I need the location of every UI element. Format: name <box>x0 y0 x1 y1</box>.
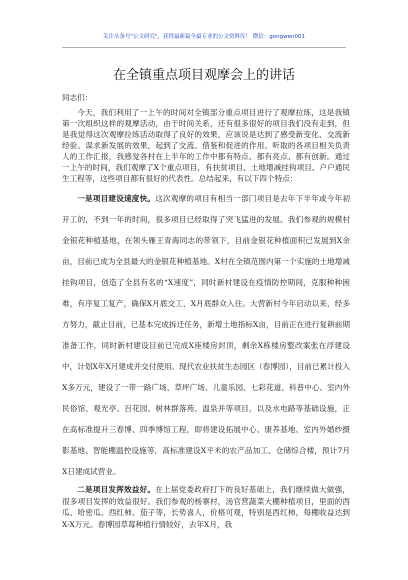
paragraph-speed <box>62 188 350 482</box>
header-banner: 关注头条号"公文研究"，获得最新最全最专业的公文资料库！ 微信：gongwen001 <box>102 34 305 40</box>
paragraph-text: 今天，我们利用了一上午的时间对全镇部分重点项目进行了观摩拉练，这是我镇第一次组织这样的观摩活动，由于时间关系，还有很多很好的项目我们没有走到，但是我觉得这次观摩拉练活动取得了良好的效果，应该说是达到了感受新变化、交流新经验、谋求新发展的效果，起到了交流、借鉴和促进的作用。听取的各项目相关负责人的工作汇报，我感觉各村在上半年的工作中都有特点、都有亮点、都有创新。通过一上午的时间，我们观摩了X个重点项目，有扶贫项目、土地增减挂钩项目、户户通民生工程等，这些项目都有很好的代表性。总结起来，有以下四个特点： <box>62 108 350 183</box>
paragraph-lead: 二是项目发挥效益好。 <box>77 485 156 494</box>
greeting: 同志们： <box>62 93 93 102</box>
paragraph-lead: 一是项目建设速度快。 <box>77 194 156 203</box>
paragraph-text: 在上届党委政府打下的良好基础上，我们继续做大做强，很多项目发挥的效益很好。我们参观的杨寨村，汤官营蔬菜大棚种植项目，里面的西瓜、哈密瓜、西红柿、茄子等，长势喜人，价格可观，特别是西红柿，每棚收益达到X-X万元。春博园草莓种植行情较好，去年X月，我 <box>62 485 351 529</box>
header-divider <box>62 47 346 48</box>
document-body <box>62 92 350 534</box>
paragraph-intro <box>62 107 350 184</box>
paragraph-text: 这次观摩的项目有相当一部门项目是去年下半年或今年初开工的，不到一年的时间，很多项目已经取得了突飞猛进的发展。我们参观的规模村金银花种植基地，在领头雁王青海同志的带领下，目前金银花种植面积已发展到X余亩，目前已成为全县最大的金银花种植基地。X村在全镇范围内第一个实施的土地增减挂钩项目，创造了全县有名的“X速度”，同时新村建设在疫情防控期间，克服种种困难，有序复工复产，确保X月底交工，X月底群众入住。大营新村今年启动以来，经多方努力，截止目前，已基本完成拆迁任务，新增土地指标X亩，目前正在进行复耕前期准备工作，同时新村建设目前已完成X座楼房封顶，剩余X栋楼房整改案张在浮建设中，计划X年X月建成并交付使用。现代农业扶贫生态园区（春博园），目前已累计投入X多万元，建设了一带一路广场、草坪广场、儿童乐园、七彩花道、科普中心、室内外民俗馆、观光亭、百花园、树林群落苑、温泉并等项目，以及水电路等基础设施，正在高标准提升三春博、四季博馆工程，即将建设拓展中心、康养基地、室内外婚纱摄影基地、智能棚温控设施等，高标准建设X平米的农产品加工、仓储综合楼，预计7月X日建成试营业。 <box>62 194 351 476</box>
paragraph-benefit <box>62 484 350 530</box>
page-title: 在全镇重点项目观摩会上的讲话 <box>112 68 295 83</box>
